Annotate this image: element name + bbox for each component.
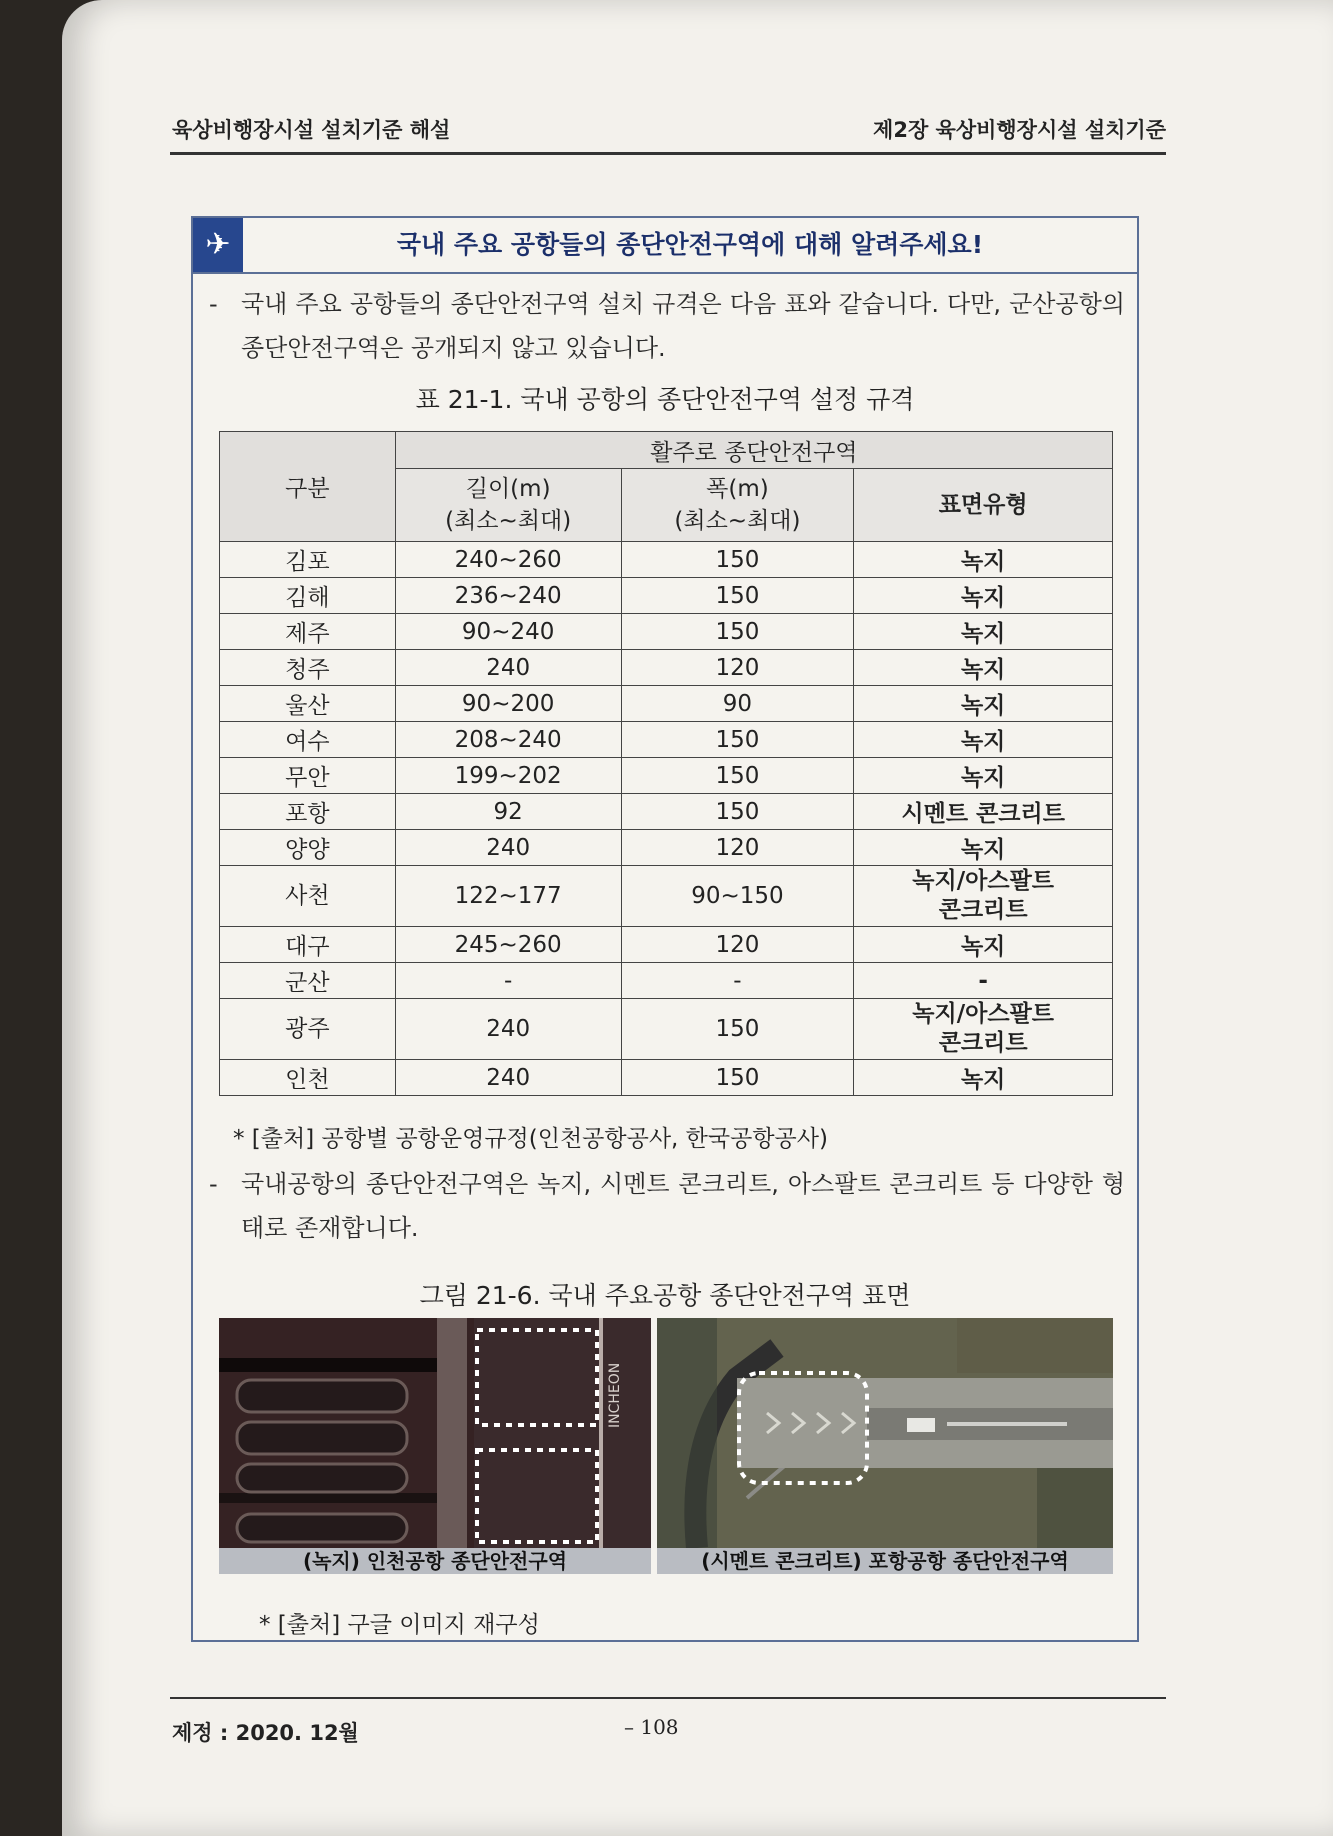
table-row [220,794,1113,830]
header-group: 활주로 종단안전구역 [395,432,1112,469]
header-surface: 표면유형 [854,469,1113,542]
table-source-note: * [출처] 공항별 공항운영규정(인천공항공사, 한국공항공사) [233,1126,828,1152]
airport-name: 김해 [220,578,396,614]
table-row [220,830,1113,866]
figure-source-note: * [출처] 구글 이미지 재구성 [259,1612,540,1638]
safety-area-table [219,431,1113,1096]
length-cell: 92 [395,794,621,830]
surface-cell: 녹지 [854,614,1113,650]
width-cell: 150 [621,578,854,614]
width-cell: 150 [621,999,854,1060]
table-row [220,758,1113,794]
airport-name: 무안 [220,758,396,794]
photo1-caption: (녹지) 인천공항 종단안전구역 [219,1548,651,1574]
length-cell: 240 [395,999,621,1060]
airport-name: 인천 [220,1060,396,1096]
running-header-right: 제2장 육상비행장시설 설치기준 [873,118,1166,142]
figure-caption: 그림 21-6. 국내 주요공항 종단안전구역 표면 [419,1281,911,1310]
surface-paragraph [209,1162,1125,1250]
length-cell: 236~240 [395,578,621,614]
airport-name: 여수 [220,722,396,758]
length-cell: 240 [395,830,621,866]
bullet-dash: - [209,1170,218,1198]
qa-box [191,216,1139,1642]
width-cell: 90 [621,686,854,722]
surface-cell: 녹지 [854,686,1113,722]
header-length: 길이(m) (최소~최대) [395,469,621,542]
surface-cell: 녹지 [854,758,1113,794]
pohang-aerial-photo [657,1318,1113,1548]
airport-name: 양양 [220,830,396,866]
table-row [220,578,1113,614]
header-rule [170,152,1166,155]
width-cell: 150 [621,614,854,650]
intro-paragraph [209,282,1125,370]
footer-date: 제정 : 2020. 12월 [172,1721,359,1745]
length-cell: 240 [395,650,621,686]
length-cell: 208~240 [395,722,621,758]
length-cell: - [395,963,621,999]
surface-cell: 시멘트 콘크리트 [854,794,1113,830]
airport-name: 포항 [220,794,396,830]
page-number: – 108 [624,1715,679,1739]
width-cell: 150 [621,1060,854,1096]
width-cell: 150 [621,722,854,758]
length-cell: 245~260 [395,927,621,963]
airport-name: 군산 [220,963,396,999]
table-row [220,963,1113,999]
length-cell: 240~260 [395,542,621,578]
airport-name: 사천 [220,866,396,927]
table-row [220,614,1113,650]
surface-cell: - [854,963,1113,999]
airport-name: 울산 [220,686,396,722]
header-width: 폭(m) (최소~최대) [621,469,854,542]
table-row [220,866,1113,927]
width-cell: 150 [621,794,854,830]
surface-cell: 녹지 [854,830,1113,866]
table-caption: 표 21-1. 국내 공항의 종단안전구역 설정 규격 [415,385,915,414]
airport-name: 광주 [220,999,396,1060]
runway-marking-text: INCHEON [607,1362,623,1428]
question-title: 국내 주요 공항들의 종단안전구역에 대해 알려주세요! [396,230,984,259]
length-cell: 240 [395,1060,621,1096]
intro-text: 국내 주요 공항들의 종단안전구역 설치 규격은 다음 표와 같습니다. 다만, 군산공항의 종단안전구역은 공개되지 않고 있습니다. [241,290,1125,362]
surface-cell: 녹지 [854,650,1113,686]
width-cell: 120 [621,927,854,963]
airplane-icon: ✈ [193,218,243,272]
length-cell: 199~202 [395,758,621,794]
question-bar [193,218,1137,274]
length-cell: 122~177 [395,866,621,927]
airport-name: 김포 [220,542,396,578]
length-cell: 90~200 [395,686,621,722]
table-row [220,1060,1113,1096]
width-cell: 150 [621,542,854,578]
surface-cell: 녹지/아스팔트 콘크리트 [854,866,1113,927]
surface-cell: 녹지/아스팔트 콘크리트 [854,999,1113,1060]
surface-cell: 녹지 [854,542,1113,578]
surface-text: 국내공항의 종단안전구역은 녹지, 시멘트 콘크리트, 아스팔트 콘크리트 등 다양한 형태로 존재합니다. [241,1170,1125,1242]
table-row [220,542,1113,578]
incheon-aerial-photo [219,1318,651,1548]
airport-name: 대구 [220,927,396,963]
table-row [220,927,1113,963]
width-cell: 90~150 [621,866,854,927]
surface-cell: 녹지 [854,578,1113,614]
airport-name: 청주 [220,650,396,686]
table-row [220,999,1113,1060]
surface-cell: 녹지 [854,1060,1113,1096]
width-cell: 120 [621,830,854,866]
bullet-dash: - [209,290,218,318]
header-category: 구분 [220,432,396,542]
width-cell: - [621,963,854,999]
width-cell: 120 [621,650,854,686]
table-row [220,722,1113,758]
surface-cell: 녹지 [854,927,1113,963]
footer-rule [170,1697,1166,1699]
width-cell: 150 [621,758,854,794]
length-cell: 90~240 [395,614,621,650]
figure-photos [219,1318,1113,1574]
surface-cell: 녹지 [854,722,1113,758]
table-row [220,650,1113,686]
photo2-caption: (시멘트 콘크리트) 포항공항 종단안전구역 [657,1548,1113,1574]
airport-name: 제주 [220,614,396,650]
table-row [220,686,1113,722]
running-header-left: 육상비행장시설 설치기준 해설 [172,118,451,142]
